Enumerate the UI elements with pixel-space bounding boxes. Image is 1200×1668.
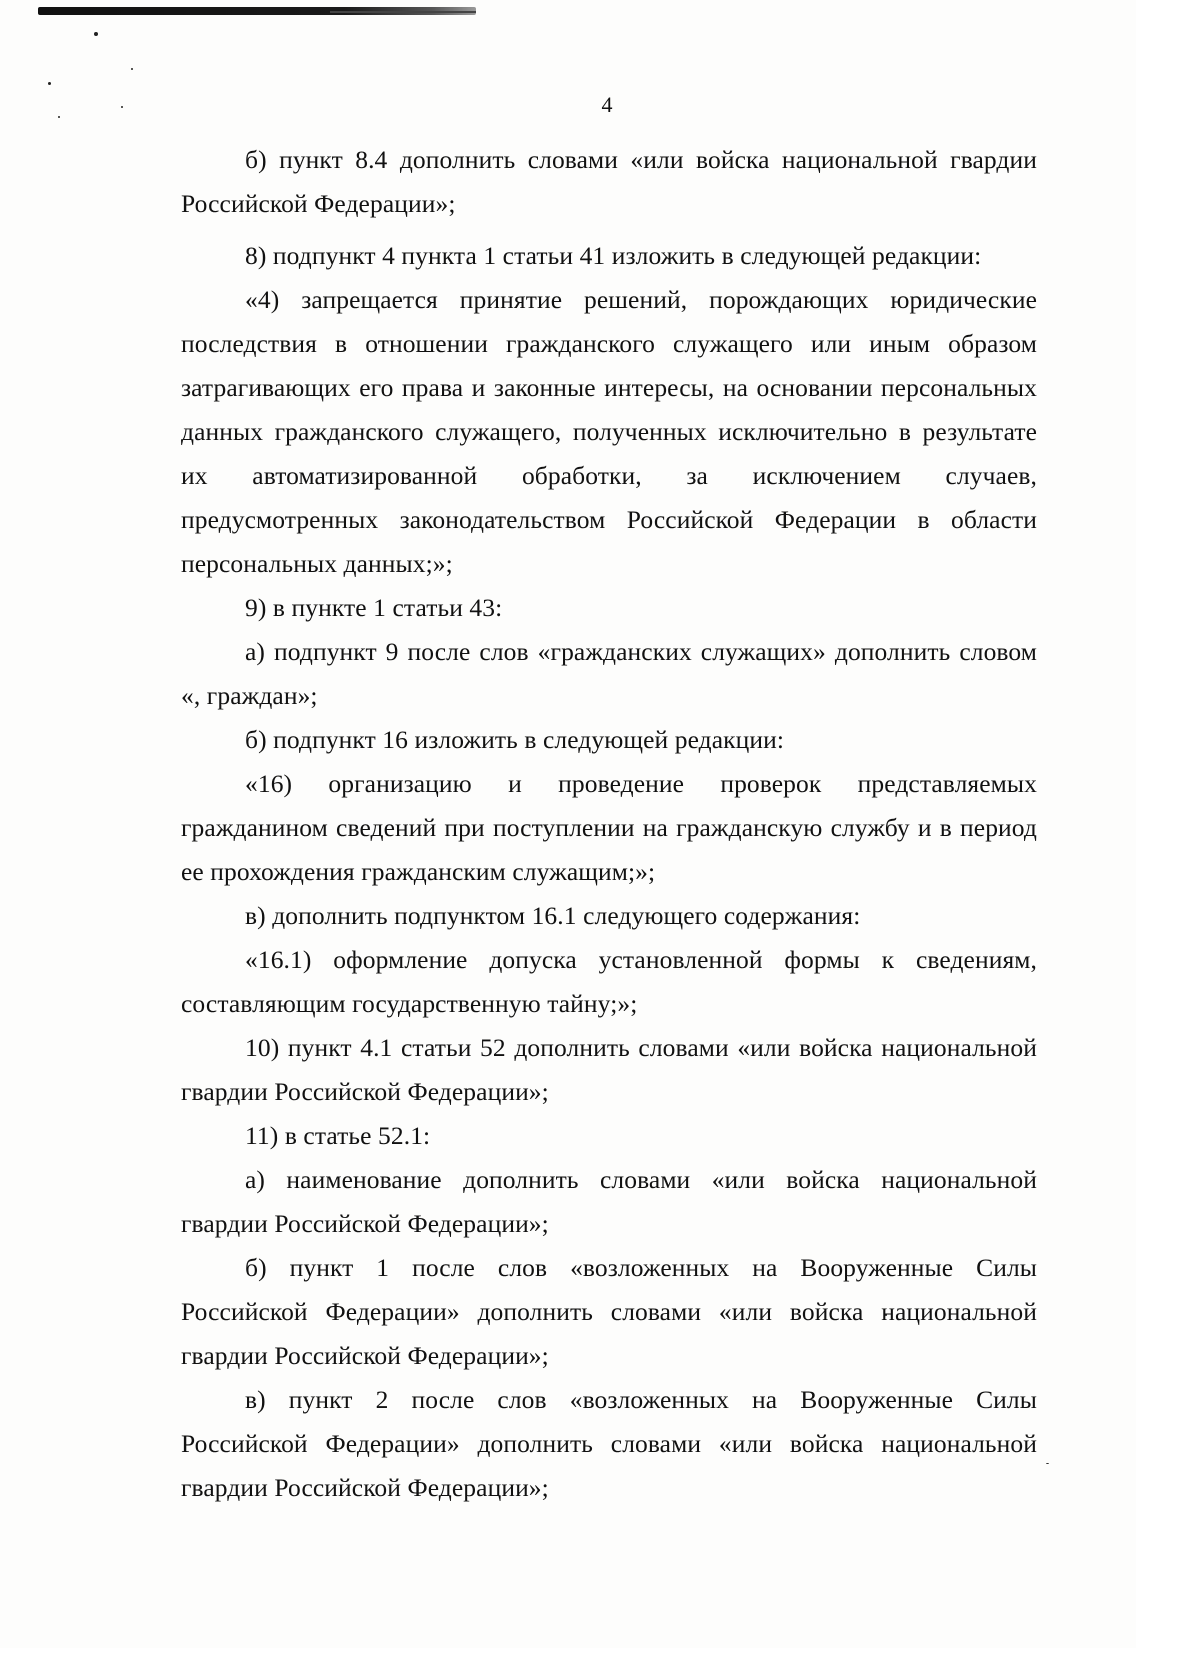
paragraph: б) подпункт 16 изложить в следующей редакции: — [245, 725, 785, 754]
page-number: 4 — [601, 92, 613, 117]
paragraph: 9) в пункте 1 статьи 43: — [245, 593, 503, 622]
scan-speck — [1046, 1463, 1049, 1464]
scan-speck — [48, 82, 51, 85]
paragraph: «4) запрещается принятие решений, порождающих юридические последствия в отношении гражданского служащего или иным образом затрагивающих его права и законные интересы, на основании персональных данных гражданского служащего, полученных исключительно в результате их автоматизированной обработки, за исключением случаев, предусмотренных законодательством Российской Федерации в области персональных данных;»; — [181, 285, 1037, 578]
paragraph: 10) пункт 4.1 статьи 52 дополнить словами «или войска национальной гвардии Российской Федерации»; — [181, 1033, 1037, 1106]
paragraph: «16.1) оформление допуска установленной формы к сведениям, составляющим государственную тайну;»; — [181, 945, 1037, 1018]
paragraph: 11) в статье 52.1: — [245, 1121, 431, 1150]
paragraph: а) подпункт 9 после слов «гражданских служащих» дополнить словом «, граждан»; — [181, 637, 1037, 710]
paragraph: в) пункт 2 после слов «возложенных на Вооруженные Силы Российской Федерации» дополнить словами «или войска национальной гвардии Российской Федерации»; — [181, 1385, 1037, 1502]
paragraph: 8) подпункт 4 пункта 1 статьи 41 изложить в следующей редакции: — [245, 241, 982, 270]
paragraph: «16) организацию и проведение проверок представляемых гражданином сведений при поступлении на гражданскую службу и в период ее прохождения гражданским служащим;»; — [181, 769, 1037, 886]
paragraph: б) пункт 1 после слов «возложенных на Вооруженные Силы Российской Федерации» дополнить словами «или войска национальной гвардии Российской Федерации»; — [181, 1253, 1037, 1370]
scan-edge-mark-thin — [330, 11, 476, 13]
scan-speck — [94, 32, 98, 36]
paragraph: б) пункт 8.4 дополнить словами «или войска национальной гвардии Российской Федерации»; — [181, 145, 1037, 218]
paragraph: а) наименование дополнить словами «или войска национальной гвардии Российской Федерации»; — [181, 1165, 1037, 1238]
document-body — [181, 138, 1037, 1510]
scan-speck — [131, 68, 133, 70]
paragraph: в) дополнить подпунктом 16.1 следующего содержания: — [245, 901, 861, 930]
